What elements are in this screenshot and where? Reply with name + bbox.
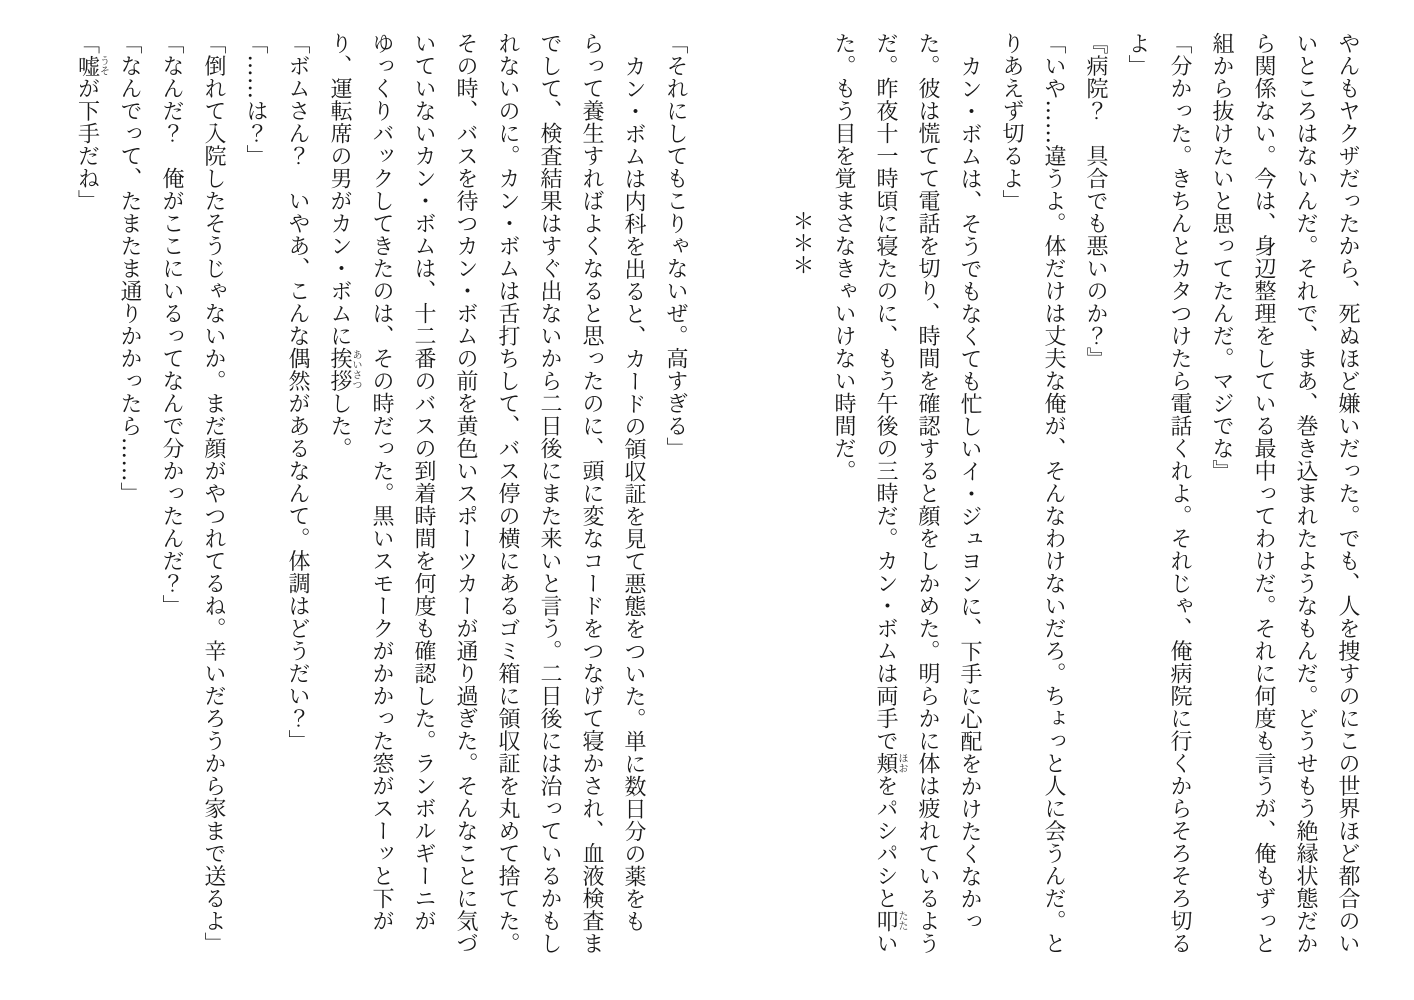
dialogue-paragraph: 「嘘うそが下手だね」 [74,32,109,212]
ruby-annotated-word: 嘘うそ [74,54,109,77]
ruby-annotated-word: 叩たた [873,909,907,932]
dialogue-paragraph: 「倒れて入院したそうじゃないか。まだ顔がやつれてるね。辛いだろうから家まで送るよ」 [201,32,226,955]
furigana: うそ [97,54,109,77]
ruby-annotated-word: 頬ほお [873,752,907,775]
dialogue-paragraph: 「なんでって、たまたま通りかかったら……」 [117,32,142,505]
furigana: たた [896,909,907,932]
furigana: ほお [896,752,907,775]
dialogue-paragraph: 「分かった。きちんとカタつけたら電話くれよ。それじゃ、俺病院に行くからそろそろ切るよ」 [1125,32,1192,955]
dialogue-paragraph: 「……は？」 [243,32,268,167]
ruby-annotated-word: 挨拶あいさつ [327,347,361,392]
body-paragraph: カン・ボムは内科を出ると、カードの領収証を見て悪態をついた。単に数日分の薬をもらって養生すればよくなると思ったのに、頭に変なコードをつなげて寝かされ、血液検査までして、検査結果はすぐ出ないから二日後にまた来いと言う。二日後には治っているかもしれないのに。カン・ボムは舌打ちして、バス停の横にあるゴミ箱に領収証を丸めて捨てた。その時、バスを待つカン・ボムの前を黄色いスポーツカーが通り過ぎた。そんなことに気づいていないカン・ボムは、十二番のバスの到着時間を何度も確認した。ランボルギーニがゆっくりバックしてきたのは、その時だった。黒いスモークがかかった窓がスーッと下がり、運転席の男がカン・ボムに挨拶あいさつした。 [327,32,646,955]
dialogue-paragraph: 「ボムさん？ いやあ、こんな偶然があるなんて。体調はどうだい？」 [285,32,310,752]
dialogue-paragraph: 「それにしてもこりゃないぜ。高すぎる」 [663,32,688,460]
body-paragraph: カン・ボムは、そうでもなくても忙しいイ・ジュヨンに、下手に心配をかけたくなかった。彼は慌てて電話を切り、時間を確認すると顔をしかめた。明らかに体は疲れているようだ。昨夜十一時頃に寝たのに、もう午後の三時だ。カン・ボムは両手で頬ほおをパシパシと叩たたいた。もう目を覚まさなきゃいけない時間だ。 [831,32,982,955]
dialogue-paragraph: 「いや……違うよ。体だけは丈夫な俺が、そんなわけないだろ。ちょっと人に会うんだ。とりあえず切るよ」 [999,32,1066,955]
dialogue-paragraph: 「なんだ？ 俺がここにいるってなんで分かったんだ？」 [159,32,184,617]
scene-separator: ＊＊＊ [789,210,814,276]
furigana: あいさつ [350,347,361,392]
dialogue-paragraph: 『病院？ 具合でも悪いのか？』 [1083,32,1108,370]
vertical-text-flow [66,32,1369,973]
body-paragraph: やんもヤクザだったから、死ぬほど嫌いだった。でも、人を捜すのにこの世界ほど都合のいいところはないんだ。それで、まあ、巻き込まれたようなもんだ。どうせもう絶縁状態だから関係ない。今は、身辺整理をしている最中ってわけだ。それに何度も言うが、俺もずっと組から抜けたいと思ってたんだ。マジでな』 [1209,32,1360,955]
